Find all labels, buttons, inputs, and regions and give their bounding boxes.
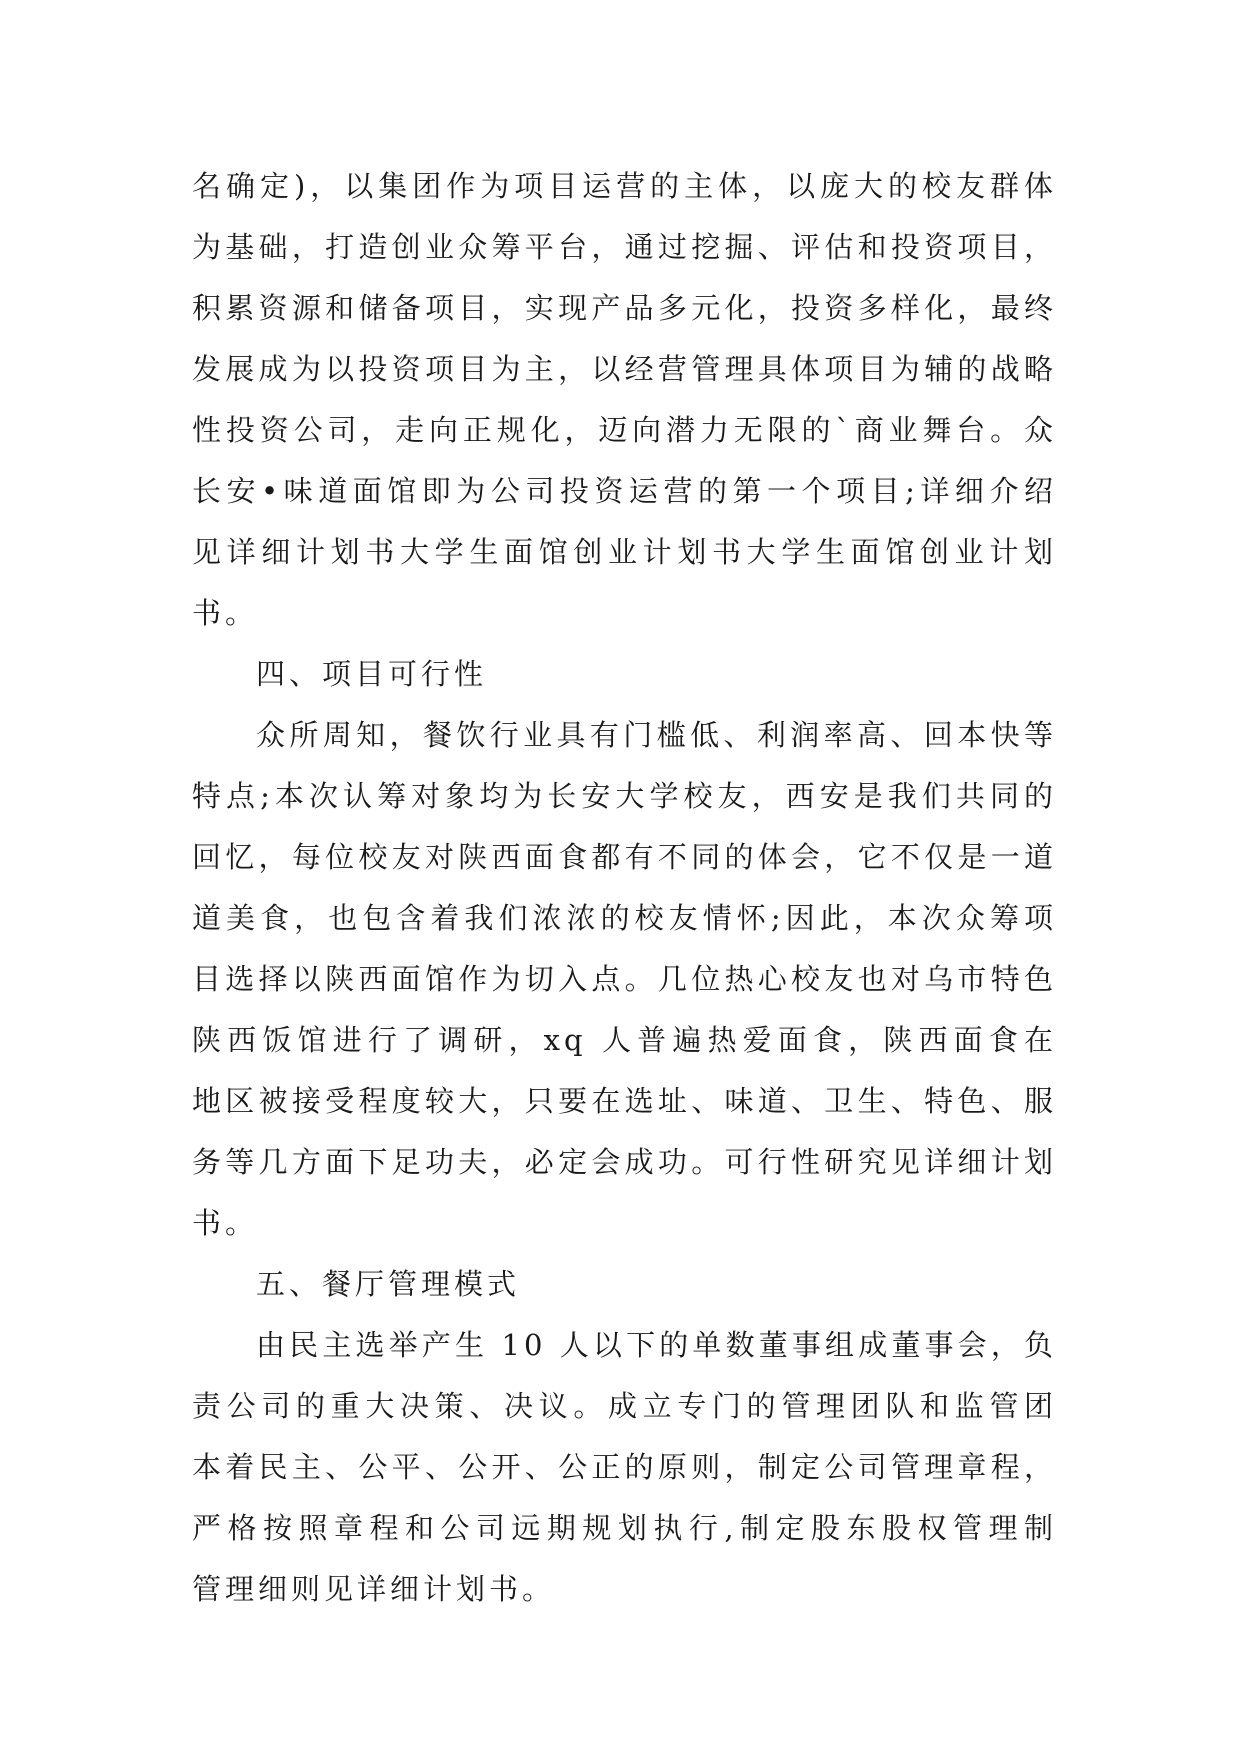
text-line: 陕西饭馆进行了调研，xq 人普遍热爱面食，陕西面食在 (192, 1023, 1057, 1057)
text-line: 回忆，每位校友对陕西面食都有不同的体会，它不仅是一道 (192, 840, 1057, 874)
text-line: 众所周知，餐饮行业具有门槛低、利润率高、回本快等 (256, 718, 1057, 752)
section-heading-feasibility: 四、项目可行性 (256, 657, 488, 691)
text-line: 本着民主、公平、公开、公正的原则，制定公司管理章程， (192, 1450, 1057, 1484)
text-line: 地区被接受程度较大，只要在选址、味道、卫生、特色、服 (192, 1084, 1057, 1118)
text-line: 道美食，也包含着我们浓浓的校友情怀;因此，本次众筹项 (192, 901, 1057, 935)
text-line: 责公司的重大决策、决议。成立专门的管理团队和监管团 (192, 1389, 1057, 1423)
text-line: 严格按照章程和公司远期规划执行,制定股东股权管理制 (192, 1511, 1057, 1545)
text-line: 积累资源和储备项目，实现产品多元化，投资多样化，最终 (192, 291, 1057, 325)
document-body (192, 156, 1057, 1620)
text-line: 名确定)，以集团作为项目运营的主体，以庞大的校友群体 (192, 169, 1057, 203)
text-line: 性投资公司，走向正规化，迈向潜力无限的`商业舞台。众 (192, 413, 1057, 447)
text-line: 管理细则见详细计划书。 (192, 1572, 556, 1606)
text-line: 发展成为以投资项目为主，以经营管理具体项目为辅的战略 (192, 352, 1057, 386)
text-line: 特点;本次认筹对象均为长安大学校友，西安是我们共同的 (192, 779, 1057, 813)
text-line: 目选择以陕西面馆作为切入点。几位热心校友也对乌市特色 (192, 962, 1057, 996)
text-line: 书。 (192, 596, 259, 630)
text-line: 务等几方面下足功夫，必定会成功。可行性研究见详细计划 (192, 1145, 1057, 1179)
text-line: 书。 (192, 1206, 259, 1240)
text-line: 由民主选举产生 10 人以下的单数董事组成董事会，负 (256, 1328, 1057, 1362)
text-line: 长安•味道面馆即为公司投资运营的第一个项目;详细介绍 (192, 474, 1057, 508)
text-line: 为基础，打造创业众筹平台，通过挖掘、评估和投资项目， (192, 230, 1057, 264)
section-heading-management: 五、餐厅管理模式 (256, 1267, 521, 1301)
text-line: 见详细计划书大学生面馆创业计划书大学生面馆创业计划 (192, 535, 1057, 569)
